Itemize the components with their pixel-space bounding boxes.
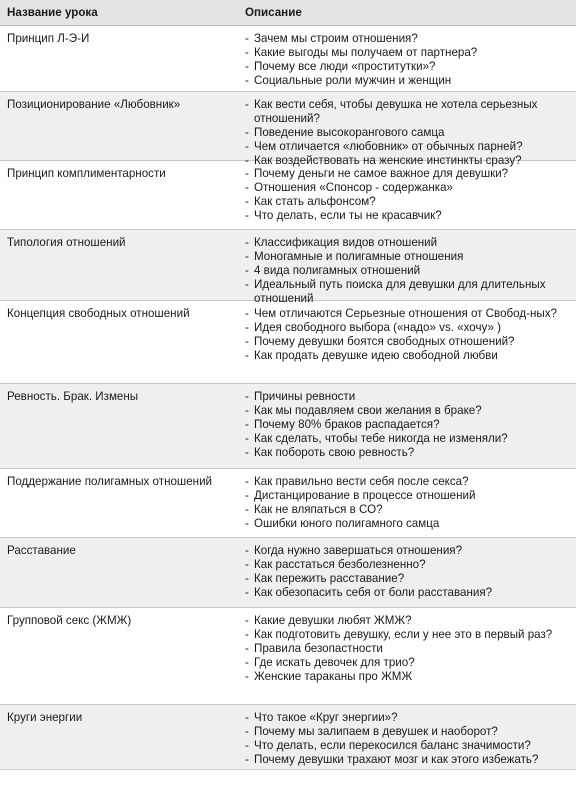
list-item: - Как воздействовать на женские инстинкты сразу?: [245, 154, 572, 168]
description-list: [245, 236, 572, 306]
list-item: - Моногамные и полигамные отношения: [245, 250, 572, 264]
list-item: - Социальные роли мужчин и женщин: [245, 74, 572, 88]
header-description: Описание: [245, 6, 302, 19]
list-item: - Как продать девушке идею свободной любви: [245, 349, 572, 363]
lesson-title: Принцип комплиментарности: [7, 167, 166, 180]
lesson-title: Поддержание полигамных отношений: [7, 475, 213, 488]
lesson-title: Расставание: [7, 544, 76, 557]
table-row: [0, 230, 576, 305]
table-body: [0, 26, 576, 770]
description-list: [245, 711, 572, 767]
list-item: - Отношения «Спонсор - содержанка»: [245, 181, 572, 195]
list-item: - Идеальный путь поиска для девушки для длительных отношений: [245, 278, 572, 306]
list-item: - Почему мы залипаем в девушек и наоборот?: [245, 725, 572, 739]
list-item: - Почему девушки боятся свободных отношений?: [245, 335, 572, 349]
list-item: - Чем отличается «любовник» от обычных парней?: [245, 140, 572, 154]
lesson-title: Типология отношений: [7, 236, 126, 249]
list-item: - Почему все люди «проститутки»?: [245, 60, 572, 74]
lesson-title: Групповой секс (ЖМЖ): [7, 614, 132, 627]
list-item: - Женские тараканы про ЖМЖ: [245, 670, 572, 684]
lesson-description: [240, 608, 576, 704]
list-item: - Как не вляпаться в СО?: [245, 503, 572, 517]
description-list: [245, 390, 572, 460]
list-item: - Какие девушки любят ЖМЖ?: [245, 614, 572, 628]
lesson-description: [240, 92, 576, 167]
lesson-description: [240, 230, 576, 305]
lesson-title: Круги энергии: [7, 711, 83, 724]
lesson-title: Принцип Л-Э-И: [7, 32, 90, 45]
list-item: - Что делать, если ты не красавчик?: [245, 209, 572, 223]
list-item: - 4 вида полигамных отношений: [245, 264, 572, 278]
lesson-description: [240, 384, 576, 468]
table-row: [0, 538, 576, 608]
list-item: - Как расстаться безболезненно?: [245, 558, 572, 572]
lesson-title: Концепция свободных отношений: [7, 307, 190, 320]
table-header-row: [0, 0, 576, 26]
header-lesson-title: Название урока: [7, 6, 98, 19]
lesson-title: Позиционирование «Любовник»: [7, 98, 181, 111]
list-item: - Как сделать, чтобы тебе никогда не изменяли?: [245, 432, 572, 446]
description-list: [245, 544, 572, 600]
list-item: - Почему деньги не самое важное для девушки?: [245, 167, 572, 181]
table-row: [0, 301, 576, 384]
list-item: - Что делать, если перекосился баланс значимости?: [245, 739, 572, 753]
description-list: [245, 614, 572, 684]
table-row: [0, 161, 576, 230]
description-list: [245, 475, 572, 531]
list-item: - Как стать альфонсом?: [245, 195, 572, 209]
list-item: - Классификация видов отношений: [245, 236, 572, 250]
list-item: - Правила безопастности: [245, 642, 572, 656]
list-item: - Зачем мы строим отношения?: [245, 32, 572, 46]
list-item: - Что такое «Круг энергии»?: [245, 711, 572, 725]
lesson-description: [240, 161, 576, 229]
lesson-description: [240, 301, 576, 383]
table-row: [0, 92, 576, 167]
description-list: [245, 167, 572, 223]
list-item: - Ошибки юного полигамного самца: [245, 517, 572, 531]
list-item: - Как побороть свою ревность?: [245, 446, 572, 460]
list-item: - Поведение высокорангового самца: [245, 126, 572, 140]
list-item: - Как вести себя, чтобы девушка не хотела серьезных отношений?: [245, 98, 572, 126]
list-item: - Идея свободного выбора («надо» vs. «хочу» ): [245, 321, 572, 335]
lesson-description: [240, 705, 576, 769]
list-item: - Как подготовить девушку, если у нее это в первый раз?: [245, 628, 572, 642]
list-item: - Как обезопасить себя от боли расставания?: [245, 586, 572, 600]
description-list: [245, 32, 572, 88]
description-list: [245, 98, 572, 168]
table-row: [0, 469, 576, 538]
description-list: [245, 307, 572, 363]
lesson-description: [240, 26, 576, 91]
lesson-title: Ревность. Брак. Измены: [7, 390, 139, 403]
list-item: - Почему девушки трахают мозг и как этого избежать?: [245, 753, 572, 767]
list-item: - Где искать девочек для трио?: [245, 656, 572, 670]
list-item: - Чем отличаются Серьезные отношения от Свобод-ных?: [245, 307, 572, 321]
lesson-description: [240, 538, 576, 607]
table-row: [0, 384, 576, 469]
table-row: [0, 26, 576, 92]
list-item: - Как пережить расставание?: [245, 572, 572, 586]
list-item: - Дистанцирование в процессе отношений: [245, 489, 572, 503]
table-row: [0, 608, 576, 705]
lesson-description: [240, 469, 576, 537]
list-item: - Почему 80% браков распадается?: [245, 418, 572, 432]
list-item: - Какие выгоды мы получаем от партнера?: [245, 46, 572, 60]
list-item: - Причины ревности: [245, 390, 572, 404]
table-row: [0, 705, 576, 770]
list-item: - Когда нужно завершаться отношения?: [245, 544, 572, 558]
list-item: - Как мы подавляем свои желания в браке?: [245, 404, 572, 418]
list-item: - Как правильно вести себя после секса?: [245, 475, 572, 489]
